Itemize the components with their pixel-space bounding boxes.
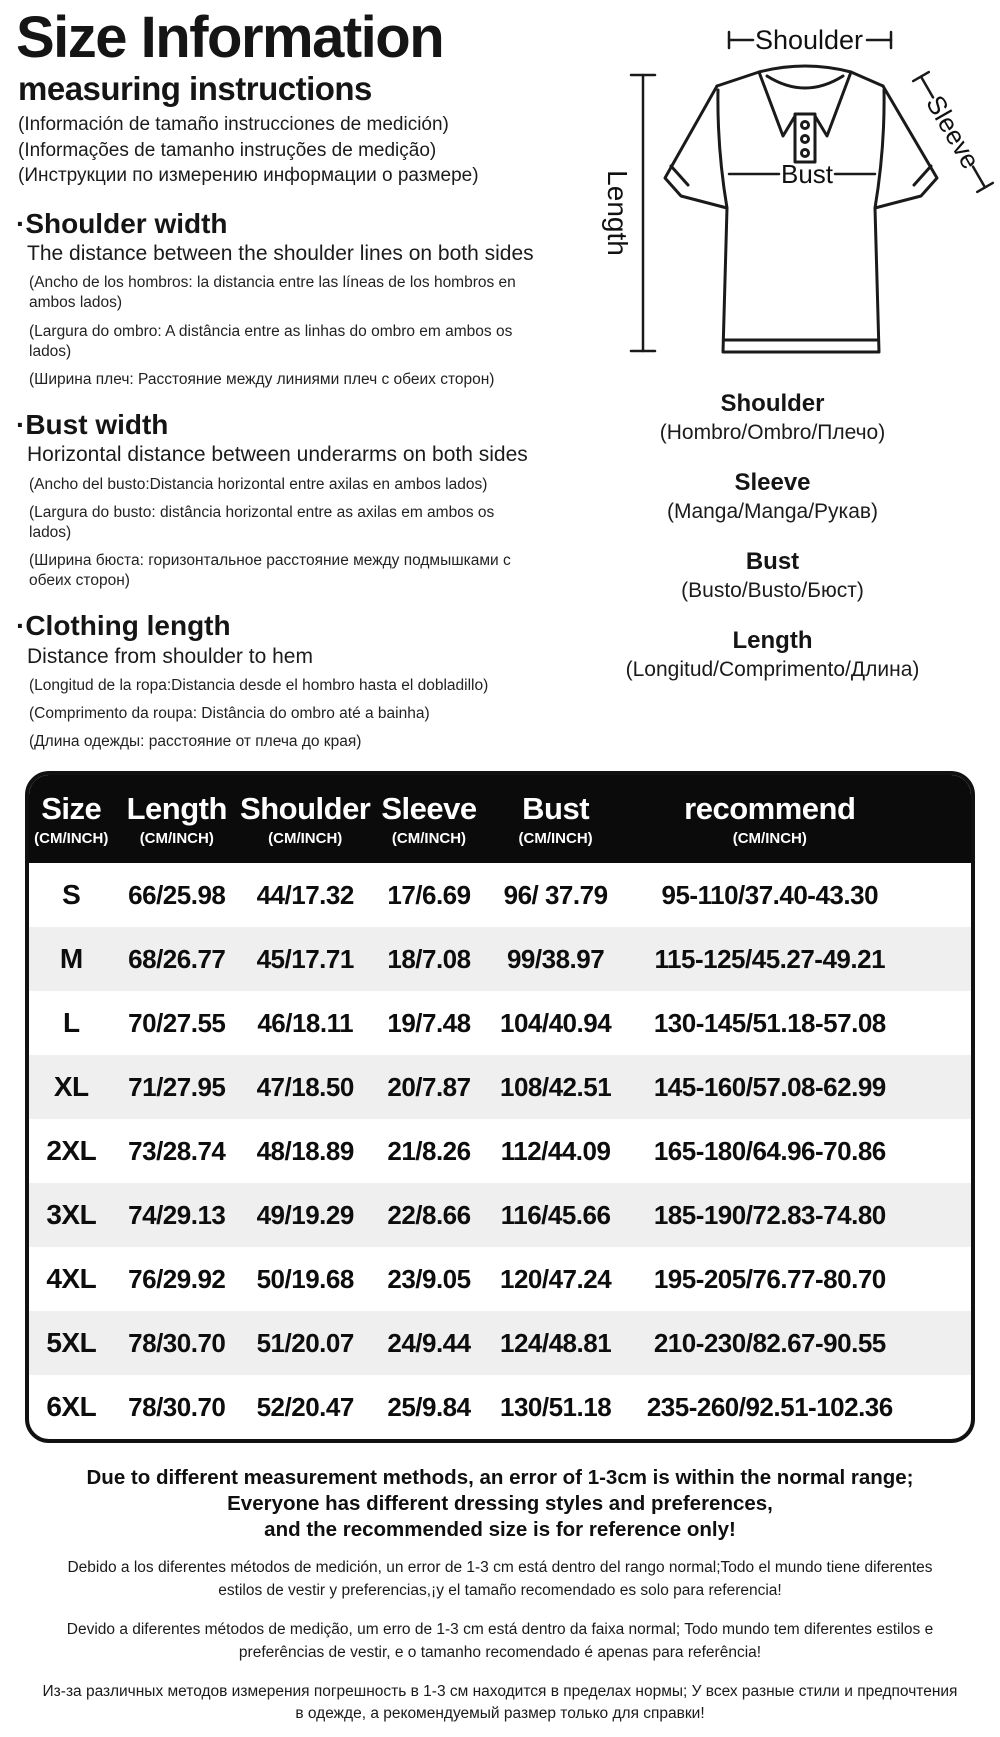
section-translation-ru: (Ширина плеч: Расстояние между линиями плеч с обеих сторон) [29,370,495,388]
section-shoulder-width [16,209,545,390]
cell-bust: 112/44.09 [500,1135,611,1166]
footer-notes [0,1465,1000,1726]
table-row [29,863,971,927]
table-row [29,1311,971,1375]
column-header-sleeve [370,775,487,863]
size-table-container [25,771,975,1443]
cell-recommend: 115-125/45.27-49.21 [654,943,886,974]
cell-shoulder: 45/17.71 [256,943,354,974]
legend-term: Length [732,627,813,654]
cell-bust: 96/ 37.79 [503,879,608,910]
legend-translation: (Busto/Busto/Бюст) [681,579,864,602]
cell-sleeve: 21/8.26 [387,1135,471,1166]
note-english-line: and the recommended size is for reference only! [264,1518,736,1542]
cell-sleeve: 20/7.87 [387,1071,471,1102]
section-bust-width [16,410,545,591]
cell-sleeve: 24/9.44 [387,1327,471,1358]
cell-size: L [62,1007,80,1038]
legend-length [545,627,1000,682]
cell-shoulder: 49/19.29 [256,1199,354,1230]
section-title: ·Bust width [16,408,169,440]
subtitle-translation-ru: (Инструкции по измерению информации о размере) [18,165,479,187]
armhole-seam-right [875,90,884,208]
section-description: Distance from shoulder to hem [27,644,313,668]
cell-size: S [62,879,81,910]
shoulder-measure-label: Shoulder [754,25,864,55]
cell-bust: 104/40.94 [499,1007,612,1038]
cell-length: 73/28.74 [128,1135,226,1166]
size-table-body [29,863,971,1439]
neckline [767,76,843,88]
column-unit: (CM/INCH) [268,830,343,847]
column-label: Shoulder [240,791,371,826]
subtitle-translation-es: (Información de tamaño instrucciones de medición) [18,114,449,136]
column-unit: (CM/INCH) [518,830,593,847]
column-label: Size [41,791,102,826]
bust-diagram-label: Bust [780,159,834,189]
column-header-length [114,775,241,863]
cell-sleeve: 23/9.05 [387,1263,471,1294]
page-title: Size Information [16,5,444,70]
section-translation-pt: (Largura do busto: distância horizontal entre as axilas em ambos os lados) [29,503,495,541]
section-translation-es: (Ancho del busto:Distancia horizontal entre axilas en ambos lados) [29,475,488,493]
cuff-stripe-right [914,166,931,185]
cell-shoulder: 47/18.50 [256,1071,354,1102]
note-english-line: Everyone has different dressing styles and preferences, [227,1492,773,1516]
page-subtitle: measuring instructions [18,70,372,108]
column-unit: (CM/INCH) [732,830,807,847]
legend-shoulder [545,390,1000,445]
column-label: Sleeve [381,791,477,826]
legend-term: Sleeve [734,469,811,496]
instructions-column [0,0,545,751]
length-measure-label: Length [602,170,633,256]
diagram-legend [545,390,1000,682]
cuff-stripe-left [671,166,688,185]
legend-bust [545,548,1000,603]
diagram-column [545,0,1000,705]
cell-size: 3XL [46,1199,97,1230]
cell-length: 66/25.98 [128,879,226,910]
cell-sleeve: 25/9.84 [387,1391,471,1422]
note-portuguese: Devido a diferentes métodos de medição, um erro de 1-3 cm está dentro da faixa normal; Todo mundo tem diferentes estilos e preferências de vestir, e o tamanho recomendado é apenas para referência! [66,1621,934,1661]
armhole-seam-left [718,90,727,208]
cell-recommend: 95-110/37.40-43.30 [661,879,879,910]
section-translation-ru: (Ширина бюста: горизонтальное расстояние между подмышками с обеих сторон) [29,552,511,590]
column-unit: (CM/INCH) [34,830,109,847]
section-translation-ru: (Длина одежды: расстояние от плеча до края) [29,733,362,751]
shoulder-seam-right [851,72,883,86]
cell-bust: 99/38.97 [506,943,605,974]
legend-translation: (Longitud/Comprimento/Длина) [625,658,920,681]
cell-shoulder: 50/19.68 [256,1263,354,1294]
cell-shoulder: 44/17.32 [256,879,354,910]
section-description: Horizontal distance between underarms on both sides [27,443,528,467]
cell-sleeve: 18/7.08 [387,943,471,974]
cell-length: 74/29.13 [128,1199,226,1230]
note-spanish: Debido a los diferentes métodos de medición, un error de 1-3 cm está dentro del rango normal;Todo el mundo tiene diferentes estilos de vestir y preferencias,¡y el tamaño recomendado es solo para referencia! [67,1559,933,1599]
cell-length: 78/30.70 [128,1327,226,1358]
column-unit: (CM/INCH) [139,830,214,847]
subtitle-translation-pt: (Informações de tamanho instruções de medição) [18,139,437,161]
cell-bust: 130/51.18 [499,1391,612,1422]
cell-shoulder: 46/18.11 [257,1007,354,1038]
cell-shoulder: 51/20.07 [256,1327,354,1358]
column-header-size [29,775,114,863]
column-unit: (CM/INCH) [391,830,467,847]
cell-sleeve: 22/8.66 [387,1199,471,1230]
cell-bust: 116/45.66 [500,1199,611,1230]
sleeve-measure-label: Sleeve [920,90,986,174]
cell-recommend: 145-160/57.08-62.99 [653,1071,886,1102]
cell-size: 5XL [46,1327,97,1358]
cell-size: 6XL [46,1391,97,1422]
legend-translation: (Hombro/Ombro/Плечо) [659,421,886,444]
section-translation-es: (Ancho de los hombros: la distancia entre las líneas de los hombros en ambos lados) [29,274,516,312]
cell-length: 71/27.95 [128,1071,226,1102]
cell-shoulder: 52/20.47 [256,1391,354,1422]
column-label: Bust [522,791,590,826]
cell-size: 2XL [46,1135,97,1166]
cell-recommend: 185-190/72.83-74.80 [653,1199,886,1230]
table-header-row [29,775,971,863]
legend-sleeve [545,469,1000,524]
note-english-line: Due to different measurement methods, an error of 1-3cm is within the normal range; [86,1466,914,1489]
collar-top [759,66,851,72]
section-title: ·Shoulder width [16,207,228,239]
legend-translation: (Manga/Manga/Рукав) [666,500,879,523]
top-area [0,0,1000,751]
cell-recommend: 165-180/64.96-70.86 [653,1135,886,1166]
cell-sleeve: 19/7.48 [387,1007,471,1038]
table-row [29,1119,971,1183]
cell-size: XL [53,1071,89,1102]
cell-length: 76/29.92 [128,1263,226,1294]
table-row [29,1183,971,1247]
section-description: The distance between the shoulder lines on both sides [27,241,534,265]
legend-term: Shoulder [720,390,825,417]
polo-shirt-diagram [545,8,1000,380]
legend-term: Bust [745,548,800,575]
section-translation-es: (Longitud de la ropa:Distancia desde el hombro hasta el dobladillo) [29,677,489,695]
column-label: recommend [684,791,856,826]
section-translation-pt: (Comprimento da roupa: Distância do ombro até a bainha) [29,705,430,723]
cell-size: M [59,943,83,974]
section-title: ·Clothing length [16,610,231,642]
cell-length: 68/26.77 [128,943,226,974]
cell-length: 78/30.70 [128,1391,226,1422]
table-row [29,1375,971,1439]
column-header-recommend [624,775,971,863]
shoulder-seam-left [717,72,759,86]
cell-bust: 120/47.24 [499,1263,612,1294]
section-translation-pt: (Largura do ombro: A distância entre as linhas do ombro em ambos os lados) [29,322,513,360]
cell-recommend: 235-260/92.51-102.36 [646,1391,893,1422]
cell-bust: 124/48.81 [499,1327,612,1358]
table-row [29,927,971,991]
cell-bust: 108/42.51 [499,1071,612,1102]
size-table [29,775,971,1439]
cell-recommend: 210-230/82.67-90.55 [653,1327,886,1358]
cell-size: 4XL [46,1263,97,1294]
table-row [29,1247,971,1311]
column-header-shoulder [240,775,370,863]
table-row [29,1055,971,1119]
column-header-bust [488,775,624,863]
section-clothing-length [16,611,545,752]
cell-recommend: 195-205/76.77-80.70 [653,1263,886,1294]
cell-length: 70/27.55 [128,1007,226,1038]
cell-recommend: 130-145/51.18-57.08 [653,1007,886,1038]
table-row [29,991,971,1055]
cell-shoulder: 48/18.89 [256,1135,354,1166]
note-russian: Из-за различных методов измерения погрешность в 1-3 см находится в пределах нормы; У всех разные стили и предпочтения в одежде, а рекомендуемый размер только для справки! [42,1682,958,1723]
cell-sleeve: 17/6.69 [387,879,471,910]
column-label: Length [126,791,227,826]
